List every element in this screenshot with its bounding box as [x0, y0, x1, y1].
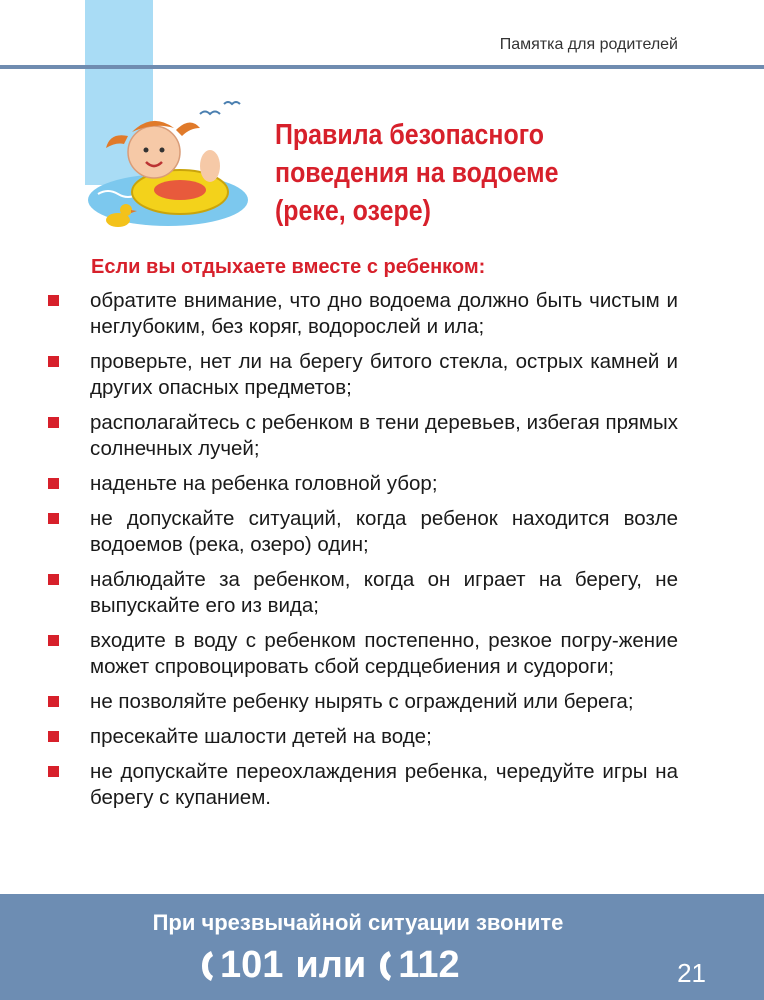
- or-text: или: [295, 944, 367, 986]
- bullet-icon: [48, 295, 59, 306]
- list-item: [48, 506, 678, 558]
- phone-icon: [378, 949, 392, 983]
- list-item-text: пресекайте шалости детей на воде;: [90, 725, 432, 748]
- list-item: [48, 628, 678, 680]
- list-item: [48, 724, 678, 750]
- list-item: [48, 567, 678, 619]
- bullet-icon: [48, 766, 59, 777]
- emergency-number-101: 101: [220, 944, 284, 986]
- list-item-text: входите в воду с ребенком постепенно, резкое погру-жение может спровоцировать сбой сердцебиения и судороги;: [90, 629, 678, 678]
- header-label: Памятка для родителей: [499, 36, 678, 53]
- list-item-text: не допускайте ситуаций, когда ребенок находится возле водоемов (река, озеро) один;: [90, 507, 678, 556]
- list-item-text: наблюдайте за ребенком, когда он играет на берегу, не выпускайте его из вида;: [90, 568, 678, 617]
- bullet-icon: [48, 696, 59, 707]
- bullet-icon: [48, 731, 59, 742]
- bullet-icon: [48, 478, 59, 489]
- list-item: [48, 288, 678, 340]
- emergency-numbers: [200, 944, 460, 987]
- page-title: [275, 116, 619, 230]
- bullet-icon: [48, 513, 59, 524]
- subheading: Если вы отдыхаете вместе с ребенком:: [91, 256, 486, 278]
- list-item-text: проверьте, нет ли на берегу битого стекла, острых камней и других опасных предметов;: [90, 350, 678, 399]
- title-line: (реке, озере): [275, 195, 431, 227]
- emergency-call-text: При чрезвычайной ситуации звоните: [152, 910, 564, 935]
- bullet-icon: [48, 417, 59, 428]
- list-item-text: обратите внимание, что дно водоема должно быть чистым и неглубоким, без коряг, водорослей и ила;: [90, 289, 678, 338]
- title-line: поведения на водоеме: [275, 157, 559, 189]
- list-item: [48, 410, 678, 462]
- list-item: [48, 759, 678, 811]
- list-item: [48, 349, 678, 401]
- bullet-icon: [48, 356, 59, 367]
- list-item: [48, 689, 678, 715]
- list-item-text: не допускайте переохлаждения ребенка, чередуйте игры на берегу с купанием.: [90, 760, 678, 809]
- phone-icon: [200, 949, 214, 983]
- page-number: 21: [677, 958, 706, 988]
- title-line: Правила безопасного: [275, 119, 545, 151]
- header-rule: [0, 65, 764, 69]
- list-item-text: не позволяйте ребенку нырять с ограждений или берега;: [90, 690, 634, 713]
- emergency-number-112: 112: [398, 944, 460, 986]
- emergency-footer: [0, 894, 764, 1000]
- list-item: [48, 471, 678, 497]
- list-item-text: наденьте на ребенка головной убор;: [90, 472, 438, 495]
- list-item-text: располагайтесь с ребенком в тени деревьев, избегая прямых солнечных лучей;: [90, 411, 678, 460]
- bullet-icon: [48, 574, 59, 585]
- bullet-icon: [48, 635, 59, 646]
- rules-list: [48, 288, 678, 820]
- child-swim-ring-illustration: [88, 96, 278, 236]
